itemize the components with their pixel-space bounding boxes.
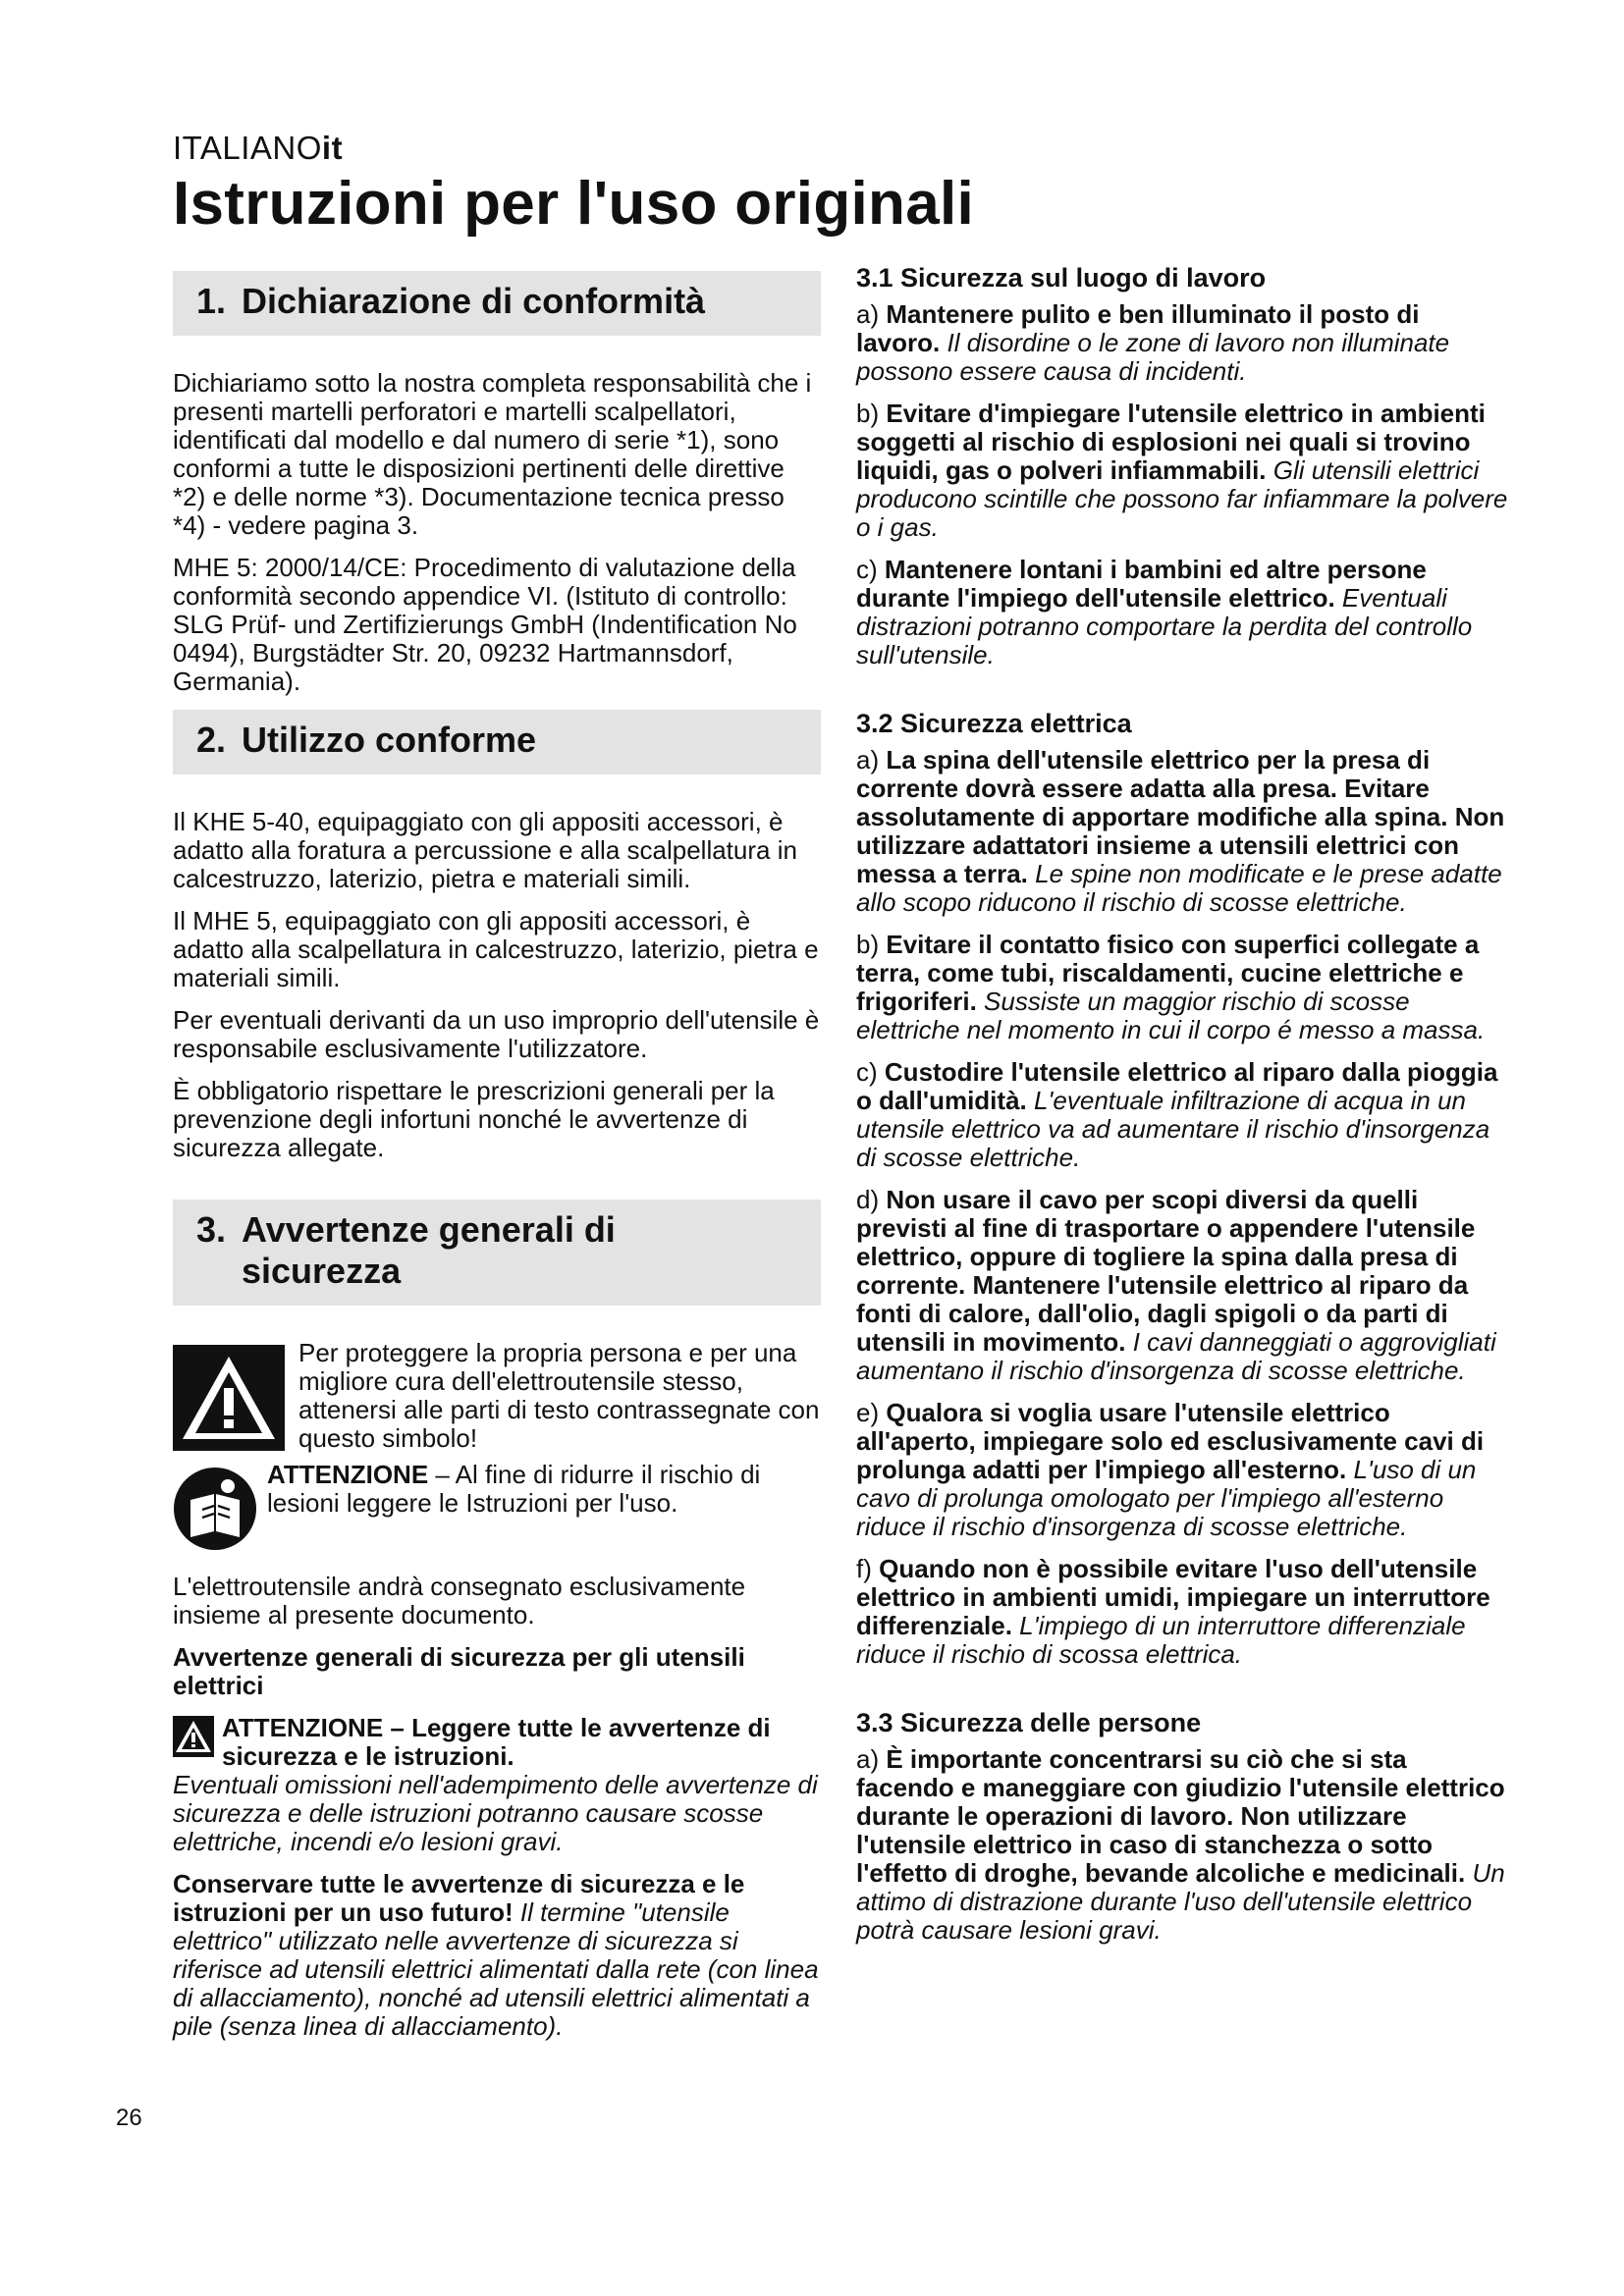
s33-item-a: a) È importante concentrarsi su ciò che si sta facendo e maneggiare con giudizio l'utensile elettrico durante le operazioni di lavoro. Non utilizzare l'utensile elettrico in caso di stanchezza o sotto l'effetto di droghe, bevande alcoliche e medicinali. Un attimo di distrazione durante l'uso dell'utensile elettrico potrà causare lesioni gravi. [856, 1744, 1505, 1945]
left-column [173, 263, 821, 2055]
s31-item-c: c) Mantenere lontani i bambini ed altre persone durante l'impiego dell'utensile elettrico. Eventuali distrazioni potranno comportare la perdita del controllo sull'utensile. [856, 555, 1473, 669]
s1-paragraph-2: MHE 5: 2000/14/CE: Procedimento di valutazione della conformità secondo appendice VI. (Istituto di controllo: SLG Prüf- und Zertifizierungs GmbH (Indentification No 0494), Burgstädter Str. 20, 09232 Hartmannsdorf, Germania). [173, 553, 797, 696]
page-title: Istruzioni per l'uso originali [173, 170, 975, 238]
warning-triangle-small-icon [173, 1716, 214, 1757]
warning-symbol-note [173, 1339, 821, 1453]
section-3-2-heading: 3.2 Sicurezza elettrica [856, 709, 1132, 738]
s2-paragraph-4: È obbligatorio rispettare le prescrizioni generali per la prevenzione degli infortuni nonché le avvertenze di sicurezza allegate. [173, 1076, 775, 1162]
s32-item-b: b) Evitare il contatto fisico con superfici collegate a terra, come tubi, riscaldamenti, cucine elettriche e frigoriferi. Sussiste un maggior rischio di scosse elettriche nel momento in cui il corpo é messo a massa. [856, 930, 1486, 1044]
language-label: ITALIANOit [173, 130, 344, 166]
section-3-1-heading: 3.1 Sicurezza sul luogo di lavoro [856, 263, 1267, 293]
s32-item-c: c) Custodire l'utensile elettrico al riparo dalla pioggia o dall'umidità. L'eventuale infiltrazione di acqua in un utensile elettrico va ad aumentare il rischio d'insorgenza di scosse elettriche. [856, 1057, 1498, 1172]
general-warnings-heading: Avvertenze generali di sicurezza per gli utensili elettrici [173, 1642, 745, 1700]
s31-item-b: b) Evitare d'impiegare l'utensile elettrico in ambienti soggetti al rischio di esplosioni nei quali si trovino liquidi, gas o polveri infiammabili. Gli utensili elettrici producono scintille che possono far infiammare la polvere o i gas. [856, 399, 1508, 542]
s32-item-e: e) Qualora si voglia usare l'utensile elettrico all'aperto, impiegare solo ed esclusivamente cavi di prolunga adatti per l'impiego all'esterno. L'uso di un cavo di prolunga omologato per l'impiego all'esterno riduce il rischio d'insorgenza di scosse elettriche. [856, 1398, 1485, 1541]
section-1-heading: 1. Dichiarazione di conformità [173, 271, 821, 336]
attention-read-all [173, 1714, 821, 1771]
s31-item-a: a) Mantenere pulito e ben illuminato il posto di lavoro. Il disordine o le zone di lavoro non illuminate possono essere causa di incidenti. [856, 299, 1450, 386]
s32-item-a: a) La spina dell'utensile elettrico per la presa di corrente dovrà essere adatta alla presa. Evitare assolutamente di apportare modifiche alla spina. Non utilizzare adattatori insieme a utensili elettrici con messa a terra. Le spine non modificate e le prese adatte allo scopo riducono il rischio di scosse elettriche. [856, 745, 1505, 917]
page-number: 26 [116, 2105, 142, 2131]
keep-instructions-paragraph: Conservare tutte le avvertenze di sicurezza e le istruzioni per un uso futuro! Il termine "utensile elettrico" utilizzato nelle avvertenze di sicurezza si riferisce ad utensili elettrici alimentati dalla rete (con linea di allacciamento), nonché ad utensili elettrici alimentati a pile (senza linea di allacciamento). [173, 1869, 819, 2041]
language-code: it [321, 130, 344, 166]
section-3-heading: 3. Avvertenze generali di sicurezza [173, 1200, 821, 1306]
s1-paragraph-1: Dichiariamo sotto la nostra completa responsabilità che i presenti martelli perforatori e martelli scalpellatori, identificati dal modello e dal numero di serie *1), sono conformi a tutte le disposizioni pertinenti delle direttive *2) e delle norme *3). Documentazione tecnica presso *4) - vedere pagina 3. [173, 368, 812, 540]
s32-item-f: f) Quando non è possibile evitare l'uso dell'utensile elettrico in ambienti umidi, impiegare un interruttore differenziale. L'impiego di un interruttore differenziale riduce il rischio di scossa elettrica. [856, 1554, 1490, 1669]
section-3-3-heading: 3.3 Sicurezza delle persone [856, 1708, 1202, 1737]
read-manual-icon [173, 1467, 257, 1551]
s3-deliver-paragraph: L'elettroutensile andrà consegnato esclusivamente insieme al presente documento. [173, 1572, 746, 1629]
warning-symbol-text: Per proteggere la propria persona e per una migliore cura dell'elettroutensile stesso, attenersi alle parti di testo contrassegnate con questo simbolo! [298, 1338, 820, 1453]
s32-item-d: d) Non usare il cavo per scopi diversi da quelli previsti al fine di trasportare o appendere l'utensile elettrico, oppure di togliere la spina dalla presa di corrente. Mantenere l'utensile elettrico al riparo da fonti di calore, dall'olio, dagli spigoli o da parti di utensili in movimento. I cavi danneggiati o aggrovigliati aumentano il rischio d'insorgenza di scosse elettriche. [856, 1185, 1496, 1385]
read-manual-text: ATTENZIONE – Al fine di ridurre il rischio di lesioni leggere le Istruzioni per l'uso. [267, 1460, 761, 1518]
attention-read-all-text: ATTENZIONE – Leggere tutte le avvertenze di sicurezza e le istruzioni. [222, 1713, 771, 1771]
right-column [856, 263, 1508, 1958]
warning-triangle-icon [173, 1345, 285, 1451]
s2-paragraph-3: Per eventuali derivanti da un uso improprio dell'utensile è responsabile esclusivamente l'utilizzatore. [173, 1005, 820, 1063]
read-manual-note [173, 1461, 821, 1551]
s2-paragraph-2: Il MHE 5, equipaggiato con gli appositi accessori, è adatto alla scalpellatura in calcestruzzo, laterizio, pietra e materiali simili. [173, 906, 819, 992]
s2-paragraph-1: Il KHE 5-40, equipaggiato con gli appositi accessori, è adatto alla foratura a percussione e alla scalpellatura in calcestruzzo, laterizio, pietra e materiali simili. [173, 807, 797, 893]
attention-consequences-text: Eventuali omissioni nell'adempimento delle avvertenze di sicurezza e delle istruzioni potranno causare scosse elettriche, incendi e/o lesioni gravi. [173, 1770, 818, 1856]
section-2-heading: 2. Utilizzo conforme [173, 710, 821, 774]
